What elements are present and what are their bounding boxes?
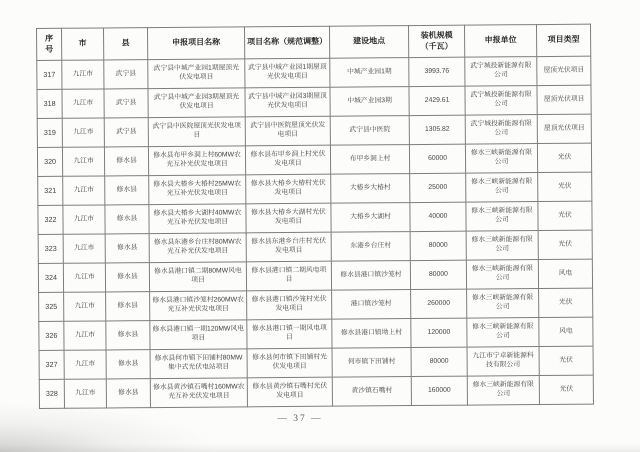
cell-construction-site: 大椿乡大湖村 [331, 203, 410, 233]
cell-construction-site: 修水县港口镇沙笼村 [331, 261, 410, 291]
scan-shadow-corner [0, 402, 220, 452]
cell-adjusted-project-name: 修水县何市镇下田铺村光伏发电项目 [247, 348, 332, 378]
cell-county: 修水县 [105, 205, 149, 234]
col-header-adjusted-project-name: 项目名称（规范调整） [244, 26, 329, 59]
col-header-serial-no: 序 号 [37, 28, 62, 60]
cell-declared-project-name: 修水县港口镇二期80MW风电项目 [149, 262, 246, 292]
cell-capacity-kw: 25000 [410, 173, 466, 202]
cell-county: 修水县 [106, 292, 150, 321]
cell-county: 修水县 [106, 379, 150, 408]
cell-serial-no: 324 [38, 263, 63, 292]
cell-adjusted-project-name: 武宁县中城产业园3期屋顶光伏发电项目 [245, 87, 330, 117]
table-row [37, 85, 591, 118]
cell-declaring-unit: 修水三峡新能源有限公司 [467, 318, 539, 348]
cell-city: 九江市 [62, 118, 104, 147]
cell-city: 九江市 [62, 60, 104, 89]
col-header-project-type: 项目类型 [536, 24, 590, 56]
cell-project-type: 光伏 [539, 375, 593, 404]
cell-serial-no: 317 [37, 60, 62, 89]
cell-declared-project-name: 武宁县中城产业园3期屋顶光伏发电项目 [148, 88, 245, 118]
cell-declared-project-name: 修水县大椿乡大湖村40MW农光互补光伏发电项目 [149, 204, 246, 234]
cell-declaring-unit: 修水三峡新能源有限公司 [466, 202, 538, 232]
table-row [39, 346, 593, 379]
cell-project-type: 光伏 [539, 346, 593, 375]
cell-city: 九江市 [64, 379, 106, 408]
cell-adjusted-project-name: 修水县大椿乡大湖村光伏发电项目 [246, 203, 331, 233]
col-header-capacity-kw: 装机规模 （千瓦） [408, 25, 464, 57]
cell-adjusted-project-name: 修水县港口镇一期风电项目 [247, 319, 332, 349]
cell-capacity-kw: 120000 [411, 318, 467, 347]
cell-declaring-unit: 武宁城投新能源有限公司 [465, 86, 537, 116]
cell-construction-site: 大椿乡大椿村 [331, 174, 410, 204]
cell-construction-site: 港口镇沙笼村 [332, 290, 411, 320]
col-header-city: 市 [62, 28, 104, 60]
cell-serial-no: 326 [39, 321, 64, 350]
cell-declared-project-name: 修水县布甲乡洞上村60MW农光互补光伏发电项目 [148, 146, 245, 176]
cell-declared-project-name: 修水县港口镇一期120MW风电项目 [150, 320, 247, 350]
cell-city: 九江市 [64, 292, 106, 321]
table-header [37, 24, 591, 60]
cell-county: 修水县 [106, 350, 150, 379]
scan-shadow-bottom [0, 444, 640, 452]
cell-capacity-kw: 1305.82 [409, 115, 465, 144]
cell-serial-no: 325 [39, 292, 64, 321]
table-body [37, 56, 594, 408]
cell-construction-site: 武宁县中医院 [330, 116, 409, 146]
cell-construction-site: 黄沙镇石嘴村 [332, 377, 411, 407]
table-row [39, 375, 593, 408]
cell-serial-no: 327 [39, 350, 64, 379]
cell-county: 武宁县 [104, 60, 148, 89]
table-header-row [37, 24, 591, 60]
col-header-construction-site: 建设地点 [329, 26, 408, 59]
cell-city: 九江市 [63, 263, 105, 292]
cell-city: 九江市 [63, 176, 105, 205]
cell-county: 修水县 [105, 176, 149, 205]
col-header-county: 县 [104, 28, 148, 60]
cell-capacity-kw: 160000 [411, 376, 467, 405]
cell-capacity-kw: 2429.61 [409, 86, 465, 115]
cell-adjusted-project-name: 修水县港口镇沙笼村光伏发电项目 [247, 290, 332, 320]
cell-project-type: 光伏 [538, 172, 592, 201]
cell-serial-no: 322 [38, 205, 63, 234]
cell-serial-no: 320 [37, 147, 62, 176]
cell-declared-project-name: 武宁县中城产业园1期屋顶光伏发电项目 [148, 59, 245, 89]
page-number: — 37 — [277, 414, 323, 424]
cell-capacity-kw: 40000 [410, 202, 466, 231]
cell-adjusted-project-name: 武宁县中医院屋顶光伏发电项目 [245, 116, 330, 146]
cell-city: 九江市 [62, 89, 104, 118]
cell-capacity-kw: 80000 [410, 231, 466, 260]
cell-project-type: 光伏 [539, 288, 593, 317]
cell-declared-project-name: 修水县东港乡台庄村80MW农光互补光伏发电项目 [149, 233, 246, 263]
cell-city: 九江市 [63, 234, 105, 263]
table-row [38, 230, 592, 263]
cell-serial-no: 319 [37, 118, 62, 147]
cell-capacity-kw: 80000 [411, 347, 467, 376]
cell-city: 九江市 [64, 350, 106, 379]
cell-capacity-kw: 60000 [409, 144, 465, 173]
table-row [39, 288, 593, 321]
cell-construction-site: 何市镇下田铺村 [332, 348, 411, 378]
cell-declaring-unit: 修水三峡新能源有限公司 [467, 289, 539, 319]
cell-adjusted-project-name: 修水县布甲乡洞上村光伏发电项目 [245, 145, 330, 175]
cell-construction-site: 修水县港口镇坳上村 [332, 319, 411, 349]
cell-capacity-kw: 260000 [411, 289, 467, 318]
cell-project-type: 光伏 [538, 230, 592, 259]
cell-declared-project-name: 修水县何市镇下田铺村80MW集中式光伏电站项目 [150, 349, 247, 379]
cell-declaring-unit: 武宁城投新能源有限公司 [465, 115, 537, 145]
project-table [36, 24, 594, 409]
cell-declaring-unit: 修水三峡新能源有限公司 [467, 376, 539, 406]
cell-declared-project-name: 修水县港口镇沙笼村260MW农光互补光伏发电项目 [150, 291, 247, 321]
cell-capacity-kw: 80000 [410, 260, 466, 289]
cell-adjusted-project-name: 修水县黄沙镇石嘴村光伏发电项目 [247, 377, 332, 407]
cell-city: 九江市 [63, 205, 105, 234]
table-row [39, 317, 593, 350]
cell-declared-project-name: 修水县大椿乡大椿村25MW农光互补光伏发电项目 [149, 175, 246, 205]
cell-serial-no: 323 [38, 234, 63, 263]
col-header-declaring-unit: 申报单位 [464, 25, 536, 58]
cell-declaring-unit: 修水三峡新能源有限公司 [466, 173, 538, 203]
cell-construction-site: 中城产业园3期 [330, 87, 409, 117]
table-row [37, 114, 591, 147]
cell-declared-project-name: 修水县黄沙镇石嘴村160MW农光互补光伏发电项目 [150, 378, 247, 408]
cell-declaring-unit: 修水三峡新能源有限公司 [466, 231, 538, 261]
cell-project-type: 屋顶光伏项目 [537, 85, 591, 114]
cell-county: 修水县 [105, 263, 149, 292]
cell-project-type: 光伏 [538, 201, 592, 230]
cell-serial-no: 318 [37, 89, 62, 118]
cell-construction-site: 布甲乡洞上村 [330, 145, 409, 175]
cell-declaring-unit: 修水三峡新能源有限公司 [466, 260, 538, 290]
cell-serial-no: 328 [39, 379, 64, 408]
cell-city: 九江市 [62, 147, 104, 176]
cell-adjusted-project-name: 修水县港口镇二期风电项目 [246, 261, 331, 291]
cell-county: 修水县 [106, 321, 150, 350]
cell-project-type: 风电 [538, 259, 592, 288]
cell-declaring-unit: 九江市宁卓新能源科技有限公司 [467, 347, 539, 377]
scanned-page [36, 24, 594, 409]
cell-county: 修水县 [105, 234, 149, 263]
table-row [38, 172, 592, 205]
cell-project-type: 屋顶光伏项目 [537, 114, 591, 143]
table-row [37, 143, 591, 176]
cell-project-type: 光伏 [537, 143, 591, 172]
cell-capacity-kw: 3993.76 [409, 57, 465, 86]
table-row [37, 56, 591, 89]
cell-adjusted-project-name: 修水县大椿乡大椿村光伏发电项目 [246, 174, 331, 204]
col-header-declared-project-name: 申报项目名称 [148, 27, 245, 60]
cell-city: 九江市 [64, 321, 106, 350]
table-row [38, 259, 592, 292]
cell-project-type: 风电 [539, 317, 593, 346]
cell-project-type: 屋顶光伏项目 [537, 56, 591, 85]
cell-declared-project-name: 武宁县中医院屋顶光伏发电项目 [148, 117, 245, 147]
cell-construction-site: 东港乡台庄村 [331, 232, 410, 262]
cell-county: 武宁县 [104, 118, 148, 147]
cell-serial-no: 321 [38, 176, 63, 205]
cell-county: 武宁县 [104, 89, 148, 118]
cell-construction-site: 中城产业园1期 [330, 58, 409, 88]
cell-declaring-unit: 修水三峡新能源有限公司 [465, 144, 537, 174]
cell-county: 修水县 [104, 147, 148, 176]
cell-adjusted-project-name: 武宁县中城产业园1期屋顶光伏发电项目 [245, 58, 330, 88]
cell-declaring-unit: 武宁城投新能源有限公司 [465, 57, 537, 87]
cell-adjusted-project-name: 修水县东港乡台庄村光伏发电项目 [246, 232, 331, 262]
table-row [38, 201, 592, 234]
